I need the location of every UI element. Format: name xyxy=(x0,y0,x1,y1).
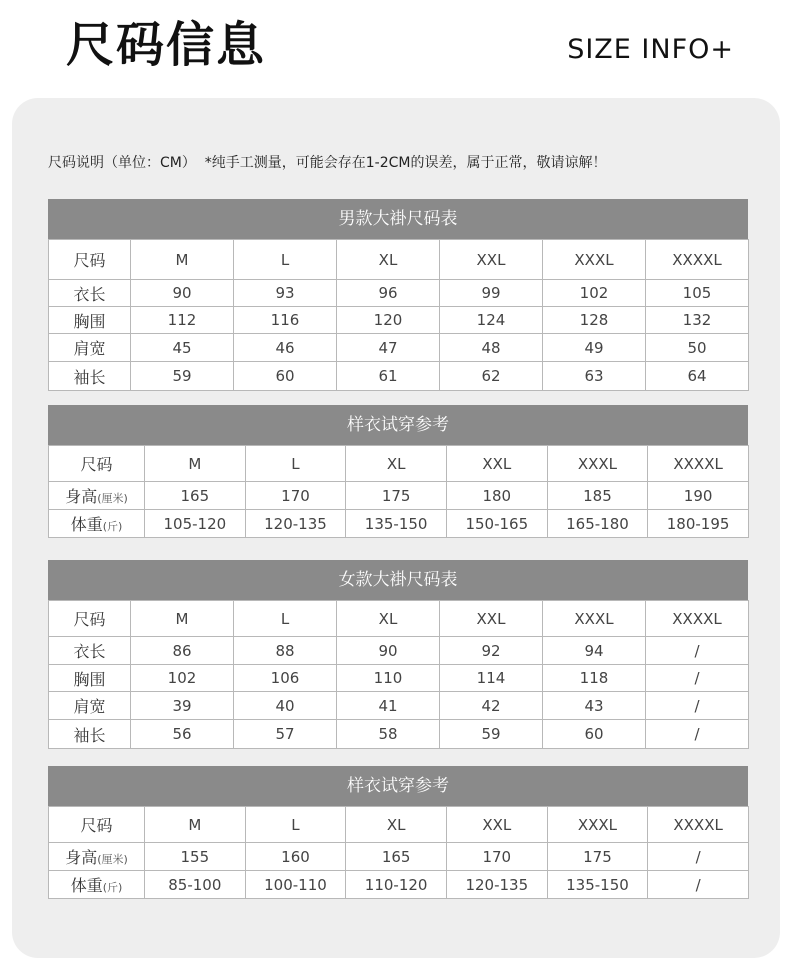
row-label: 肩宽 xyxy=(73,339,106,358)
size-note: 尺码说明（单位：CM） *纯手工测量，可能会存在1-2CM的误差，属于正常，敬请谅解！ xyxy=(48,155,607,171)
row-unit: (厘米) xyxy=(97,853,128,866)
table-cell: 85-100 xyxy=(145,871,246,899)
table-cell: M xyxy=(131,601,234,637)
table-cell: 88 xyxy=(234,637,337,665)
table-cell: XL xyxy=(337,240,440,280)
table-cell: 110-120 xyxy=(346,871,447,899)
row-label-cell xyxy=(49,240,131,280)
table-cell: 48 xyxy=(440,334,543,362)
table-cell: 165 xyxy=(346,843,447,871)
table-cell: 112 xyxy=(131,307,234,334)
table-cell: XL xyxy=(346,446,447,482)
row-label-cell xyxy=(49,482,145,510)
table-cell: 58 xyxy=(337,720,440,749)
table-cell: 57 xyxy=(234,720,337,749)
table-row xyxy=(49,446,749,482)
table-cell: 60 xyxy=(234,362,337,391)
table-title: 女款大褂尺码表 xyxy=(48,560,748,600)
row-label: 尺码 xyxy=(73,610,106,629)
table-cell: 42 xyxy=(440,692,543,720)
table-cell: 46 xyxy=(234,334,337,362)
table-cell: 41 xyxy=(337,692,440,720)
table-cell: 45 xyxy=(131,334,234,362)
row-unit: (斤) xyxy=(102,881,123,894)
table-cell: 155 xyxy=(145,843,246,871)
row-label: 体重 xyxy=(70,876,103,895)
table-row xyxy=(49,601,749,637)
table-cell: XXL xyxy=(440,601,543,637)
row-label-cell xyxy=(49,362,131,391)
table-cell: / xyxy=(646,720,749,749)
table-cell: 86 xyxy=(131,637,234,665)
table-row xyxy=(49,280,749,307)
row-label: 胸围 xyxy=(73,669,106,689)
table-cell: 59 xyxy=(440,720,543,749)
row-label: 尺码 xyxy=(73,251,106,270)
table-cell: 105 xyxy=(646,280,749,307)
table-cell: / xyxy=(646,637,749,665)
table-cell: 105-120 xyxy=(145,510,246,538)
table-cell: 180-195 xyxy=(648,510,749,538)
table-cell: 60 xyxy=(543,720,646,749)
table-row xyxy=(49,307,749,334)
table-cell: 190 xyxy=(648,482,749,510)
table-cell: XXL xyxy=(446,807,547,843)
table-cell: 175 xyxy=(547,843,648,871)
row-label: 袖长 xyxy=(73,725,106,745)
table-cell: L xyxy=(245,446,346,482)
table-row xyxy=(49,240,749,280)
table-row xyxy=(49,362,749,391)
row-label: 肩宽 xyxy=(73,697,106,716)
table-cell: 165 xyxy=(145,482,246,510)
table-row xyxy=(49,871,749,899)
table-cell: M xyxy=(145,807,246,843)
table-cell: 165-180 xyxy=(547,510,648,538)
row-label-cell xyxy=(49,601,131,637)
table-cell: 102 xyxy=(131,665,234,692)
table-cell: 92 xyxy=(440,637,543,665)
table-row xyxy=(49,510,749,538)
row-label-cell xyxy=(49,307,131,334)
row-label-cell xyxy=(49,665,131,692)
women-size-table xyxy=(48,560,748,749)
row-label-cell xyxy=(49,334,131,362)
row-label: 袖长 xyxy=(73,367,106,387)
table-cell: 110 xyxy=(337,665,440,692)
table-cell: / xyxy=(646,692,749,720)
table-cell: XXXXL xyxy=(648,446,749,482)
table-cell: 39 xyxy=(131,692,234,720)
table-cell: 100-110 xyxy=(245,871,346,899)
table-cell: 128 xyxy=(543,307,646,334)
table-cell: 120-135 xyxy=(245,510,346,538)
table-cell: M xyxy=(145,446,246,482)
row-label-cell xyxy=(49,510,145,538)
table-cell: 120 xyxy=(337,307,440,334)
table-cell: 118 xyxy=(543,665,646,692)
table-cell: 120-135 xyxy=(446,871,547,899)
table-cell: 160 xyxy=(245,843,346,871)
table-title: 男款大褂尺码表 xyxy=(48,199,748,239)
table-cell: 94 xyxy=(543,637,646,665)
table-cell: 61 xyxy=(337,362,440,391)
table-cell: 106 xyxy=(234,665,337,692)
table-cell: 170 xyxy=(245,482,346,510)
table-cell: 175 xyxy=(346,482,447,510)
table-cell: 47 xyxy=(337,334,440,362)
table-cell: 116 xyxy=(234,307,337,334)
table-title: 样衣试穿参考 xyxy=(48,766,748,806)
table-title: 样衣试穿参考 xyxy=(48,405,748,445)
table-cell: 135-150 xyxy=(547,871,648,899)
row-label-cell xyxy=(49,446,145,482)
table-cell: XL xyxy=(346,807,447,843)
row-label: 衣长 xyxy=(73,642,106,661)
row-unit: (斤) xyxy=(102,520,123,533)
table-cell: 40 xyxy=(234,692,337,720)
size-grid xyxy=(48,239,749,391)
page-subtitle: SIZE INFO+ xyxy=(567,34,734,65)
row-label-cell xyxy=(49,692,131,720)
table-cell: 99 xyxy=(440,280,543,307)
table-cell: XXXXL xyxy=(646,240,749,280)
size-grid xyxy=(48,600,749,749)
row-label: 衣长 xyxy=(73,284,106,304)
table-row xyxy=(49,843,749,871)
table-cell: 135-150 xyxy=(346,510,447,538)
table-cell: XXL xyxy=(446,446,547,482)
size-grid xyxy=(48,806,749,899)
row-label-cell xyxy=(49,871,145,899)
table-cell: 56 xyxy=(131,720,234,749)
table-cell: XXXXL xyxy=(648,807,749,843)
table-row xyxy=(49,665,749,692)
table-cell: XXL xyxy=(440,240,543,280)
table-cell: 124 xyxy=(440,307,543,334)
table-row xyxy=(49,720,749,749)
men-fit-reference-table xyxy=(48,405,748,538)
row-label: 身高 xyxy=(65,487,98,506)
row-label: 胸围 xyxy=(73,311,106,331)
table-cell: XXXL xyxy=(543,240,646,280)
table-cell: 96 xyxy=(337,280,440,307)
row-label-cell xyxy=(49,807,145,843)
table-row xyxy=(49,482,749,510)
row-label-cell xyxy=(49,280,131,307)
table-cell: 132 xyxy=(646,307,749,334)
table-cell: 170 xyxy=(446,843,547,871)
table-cell: 114 xyxy=(440,665,543,692)
table-cell: 43 xyxy=(543,692,646,720)
page-title: 尺码信息 xyxy=(66,17,267,73)
table-cell: XXXL xyxy=(543,601,646,637)
table-cell: 102 xyxy=(543,280,646,307)
table-row xyxy=(49,807,749,843)
table-cell: / xyxy=(648,871,749,899)
table-cell: XXXL xyxy=(547,807,648,843)
row-label-cell xyxy=(49,720,131,749)
row-label-cell xyxy=(49,637,131,665)
table-cell: / xyxy=(648,843,749,871)
row-unit: (厘米) xyxy=(97,492,128,505)
row-label-cell xyxy=(49,843,145,871)
table-cell: 90 xyxy=(131,280,234,307)
table-cell: 93 xyxy=(234,280,337,307)
table-cell: XXXXL xyxy=(646,601,749,637)
table-cell: 185 xyxy=(547,482,648,510)
table-cell: / xyxy=(646,665,749,692)
women-fit-reference-table xyxy=(48,766,748,899)
table-cell: 63 xyxy=(543,362,646,391)
table-cell: L xyxy=(234,601,337,637)
row-label: 身高 xyxy=(65,848,98,867)
table-cell: XL xyxy=(337,601,440,637)
row-label: 体重 xyxy=(70,515,103,534)
table-cell: 50 xyxy=(646,334,749,362)
table-cell: 62 xyxy=(440,362,543,391)
table-cell: 150-165 xyxy=(446,510,547,538)
table-row xyxy=(49,692,749,720)
table-cell: L xyxy=(234,240,337,280)
table-cell: 180 xyxy=(446,482,547,510)
table-cell: 59 xyxy=(131,362,234,391)
table-cell: XXXL xyxy=(547,446,648,482)
table-cell: L xyxy=(245,807,346,843)
men-size-table xyxy=(48,199,748,391)
table-row xyxy=(49,334,749,362)
row-label: 尺码 xyxy=(80,455,113,474)
table-cell: 64 xyxy=(646,362,749,391)
size-grid xyxy=(48,445,749,538)
table-cell: M xyxy=(131,240,234,280)
table-cell: 90 xyxy=(337,637,440,665)
table-row xyxy=(49,637,749,665)
table-cell: 49 xyxy=(543,334,646,362)
row-label: 尺码 xyxy=(80,816,113,835)
